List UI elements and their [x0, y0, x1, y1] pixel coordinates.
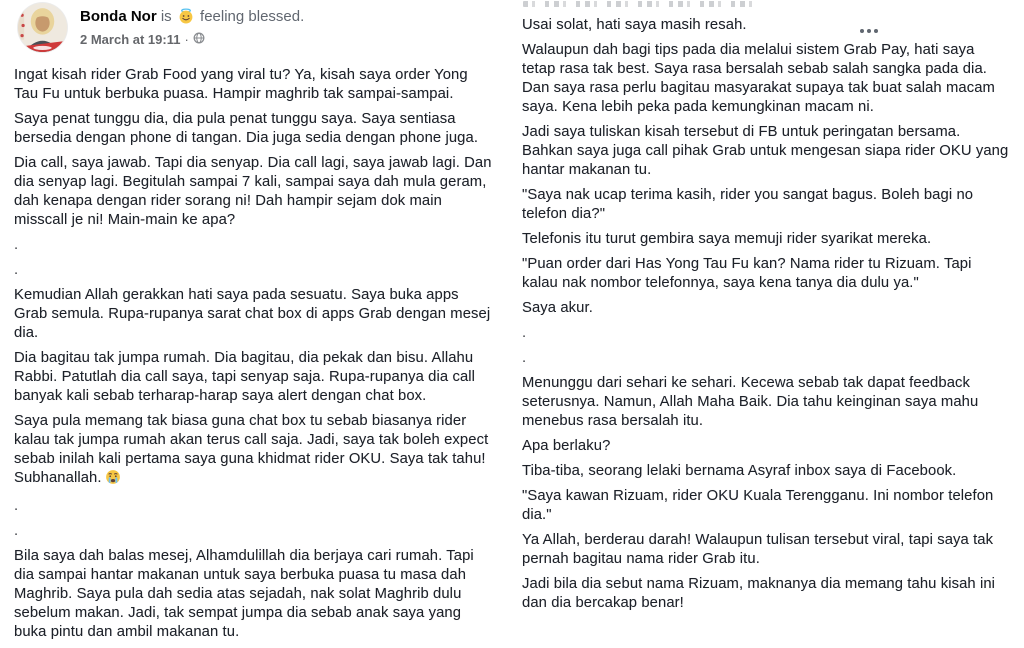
- post-paragraph: [522, 41, 1010, 117]
- post-paragraph: [522, 531, 1010, 569]
- clipped-text-remnant: [523, 1, 759, 7]
- paragraph-text: Saya akur.: [522, 300, 593, 316]
- paragraph-text: Jadi bila dia sebut nama Rizuam, maknanya dia memang tahu kisah ini dan dia bercakap benar!: [522, 576, 996, 611]
- post-paragraph: [14, 66, 493, 104]
- paragraph-text: Usai solat, hati saya masih resah.: [522, 17, 747, 33]
- separator-dot: [522, 324, 1010, 343]
- paragraph-text: Tiba-tiba, seorang lelaki bernama Asyraf inbox saya di Facebook.: [522, 463, 957, 479]
- post-paragraph: [522, 230, 1010, 249]
- avatar-photo: [18, 3, 67, 52]
- paragraph-text: Apa berlaku?: [522, 438, 611, 454]
- paragraph-text: Bila saya dah balas mesej, Alhamdulillah dia berjaya cari rumah. Tapi dia sampai hantar makanan untuk saya berbuka puasa tu masa dah Maghrib. Saya pula dah sedia atas sejadah, nak solat Maghrib dulu sebelum makan. Jadi, tak sempat jumpa dia sebab anak saya yang buka pintu dan ambil makanan tu.: [14, 548, 474, 640]
- post-paragraph: [522, 186, 1010, 224]
- post-paragraph: [522, 299, 1010, 318]
- paragraph-text: "Saya nak ucap terima kasih, rider you sangat bagus. Boleh bagi no telefon dia?": [522, 187, 974, 222]
- dot-text: .: [14, 262, 19, 278]
- dot-text: .: [522, 325, 527, 341]
- post-paragraph: [14, 547, 493, 642]
- post-meta[interactable]: [80, 32, 493, 47]
- paragraph-text: Telefonis itu turut gembira saya memuji rider syarikat mereka.: [522, 231, 932, 247]
- privacy-globe-icon: [193, 32, 205, 47]
- dot-text: .: [14, 237, 19, 253]
- post-paragraph: [14, 412, 493, 491]
- post-paragraph: [14, 110, 493, 148]
- paragraph-text: Menunggu dari sehari ke sehari. Kecewa sebab tak dapat feedback seterusnya. Namun, Allah Maha Baik. Dia tahu keinginan saya mahu menebus rasa bersalah itu.: [522, 375, 979, 429]
- paragraph-text: Walaupun dah bagi tips pada dia melalui sistem Grab Pay, hati saya tetap rasa tak best. Saya rasa bersalah sebab salah sangka pada dia. Dan saya rasa perlu bagitau masyarakat supaya tak buat salah macam saya. Kena lebih peka pada kemungkinan macam ni.: [522, 42, 995, 115]
- feeling-label: feeling blessed.: [200, 8, 305, 25]
- post-options-icon[interactable]: [860, 22, 888, 40]
- separator-dot: [14, 497, 493, 516]
- post-paragraph: [522, 437, 1010, 456]
- post-column-left: [14, 0, 493, 648]
- dot-text: .: [14, 523, 19, 539]
- meta-separator: ·: [184, 32, 189, 47]
- paragraph-text: Saya pula memang tak biasa guna chat box tu sebab biasanya rider kalau tak jumpa rumah akan terus call saja. Jadi, saya tak boleh expect sebab inilah kali pertama saya guna khidmat rider OKU. Saya tak tahu! Subhanallah.: [14, 413, 489, 486]
- post-paragraph: [522, 487, 1010, 525]
- paragraph-text: Jadi saya tuliskan kisah tersebut di FB untuk peringatan bersama. Bahkan saya juga call pihak Grab untuk mengesan siapa rider OKU yang hantar makanan tu.: [522, 124, 1009, 178]
- post-paragraph: [14, 154, 493, 230]
- post-header-text: [80, 0, 493, 47]
- paragraph-text: Ya Allah, berderau darah! Walaupun tulisan tersebut viral, tapi saya tak pernah bagitau nama rider Grab itu.: [522, 532, 994, 567]
- paragraph-text: "Saya kawan Rizuam, rider OKU Kuala Terengganu. Ini nombor telefon dia.": [522, 488, 994, 523]
- separator-dot: [14, 261, 493, 280]
- post-paragraph: [14, 349, 493, 406]
- post-paragraph: [522, 16, 1010, 35]
- paragraph-text: Saya penat tunggu dia, dia pula penat tunggu saya. Saya sentiasa bersedia dengan phone di tangan. Dia juga sedia dengan phone juga.: [14, 111, 479, 146]
- author-name[interactable]: Bonda Nor: [80, 8, 157, 25]
- paragraph-text: Dia call, saya jawab. Tapi dia senyap. Dia call lagi, saya jawab lagi. Dan dia senyap lagi. Begitulah sampai 7 kali, sampai saya dah mula geram, dah kenapa dengan rider sorang ni! Dah hampir sejam dok main misscall je ni! Main-main ke apa?: [14, 155, 492, 228]
- post-paragraph: [522, 255, 1010, 293]
- post-header: [14, 0, 493, 58]
- post-paragraph: [14, 286, 493, 343]
- post-byline: [80, 7, 493, 29]
- post-paragraph: [522, 374, 1010, 431]
- post-timestamp[interactable]: 2 March at 19:11: [80, 32, 181, 47]
- post-paragraph: [522, 575, 1010, 613]
- paragraph-text: Dia bagitau tak jumpa rumah. Dia bagitau, dia pekak dan bisu. Allahu Rabbi. Patutlah dia call saya, tapi senyap saja. Rupa-rupanya dia call banyak kali sebab terharap-harap saya alert dengan chat box.: [14, 350, 476, 404]
- dot-text: .: [522, 350, 527, 366]
- post-paragraph: [522, 462, 1010, 481]
- paragraph-text: "Puan order dari Has Yong Tau Fu kan? Nama rider tu Rizuam. Tapi kalau nak nombor telefonnya, saya kena tanya dia dulu ya.": [522, 256, 972, 291]
- paragraph-text: Ingat kisah rider Grab Food yang viral tu? Ya, kisah saya order Yong Tau Fu untuk berbuka puasa. Hampir maghrib tak sampai-sampai.: [14, 67, 468, 102]
- separator-dot: [14, 236, 493, 255]
- crying-face-emoji-icon: [105, 469, 121, 491]
- paragraph-text: Kemudian Allah gerakkan hati saya pada sesuatu. Saya buka apps Grab semula. Rupa-rupanya sarat chat box di apps Grab dengan mesej dia.: [14, 287, 491, 341]
- dot-text: .: [14, 498, 19, 514]
- halo-face-emoji-icon: [178, 8, 194, 29]
- separator-dot: [522, 349, 1010, 368]
- separator-dot: [14, 522, 493, 541]
- post-column-right: [522, 0, 1010, 619]
- byline-connector: is: [160, 8, 172, 25]
- post-paragraph: [522, 123, 1010, 180]
- avatar[interactable]: [18, 3, 67, 52]
